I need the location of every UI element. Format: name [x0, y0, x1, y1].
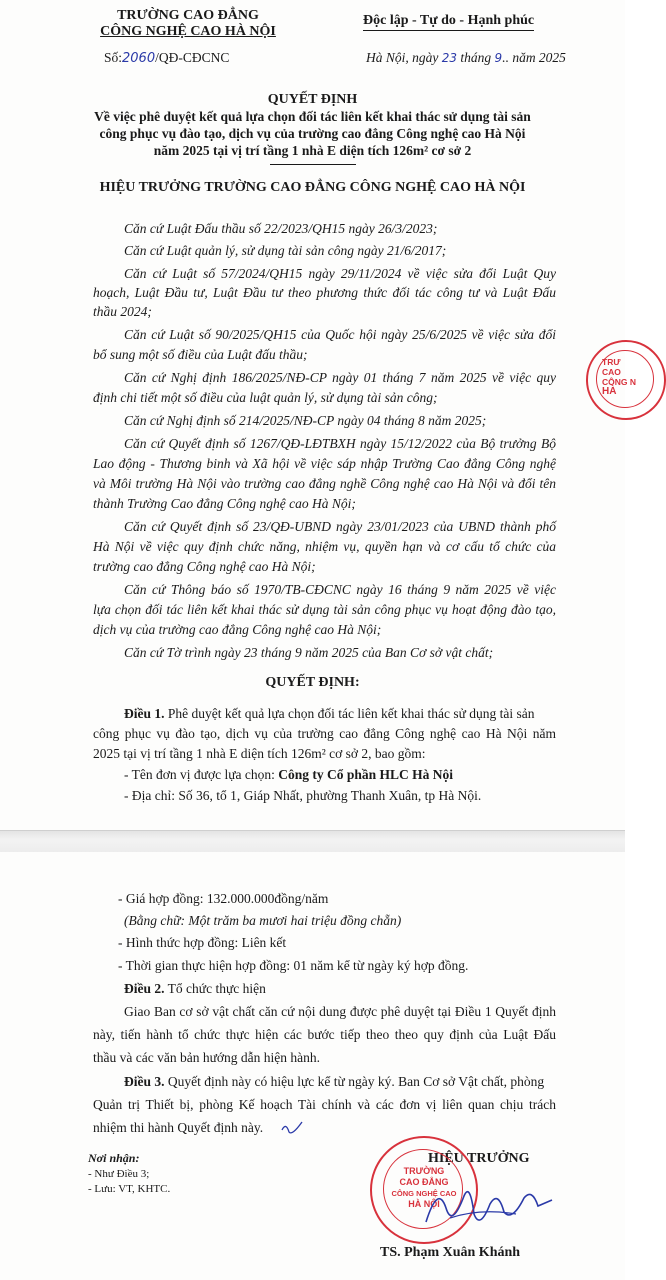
date-month-handwritten: 9	[494, 51, 503, 65]
stamp-text: HÀ NỘI	[408, 1199, 440, 1209]
article-1-line: 2025 tại vị trí tầng 1 nhà E diện tích 126m² cơ sở 2, bao gồm:	[93, 746, 426, 761]
preamble-line: Lao động - Thương binh và Xã hội về việc sáp nhập Trường Cao đẳng Công nghệ	[93, 456, 556, 471]
article-2-line: thầu và các văn bản hướng dẫn hiện hành.	[93, 1050, 321, 1065]
selected-unit-value: Công ty Cổ phần HLC Hà Nội	[278, 767, 454, 782]
preamble-line: Căn cứ Luật quản lý, sử dụng tài sản công ngày 21/6/2017;	[124, 243, 447, 258]
signature-scribble-icon	[420, 1178, 560, 1236]
preamble-line: thành Trường Cao đẳng Công nghệ cao Hà Nội;	[93, 496, 356, 511]
initial-mark-icon	[280, 1118, 304, 1138]
unit-address: - Địa chỉ: Số 36, tổ 1, Giáp Nhất, phường Thanh Xuân, tp Hà Nội.	[124, 788, 482, 803]
recipient-item: - Lưu: VT, KHTC.	[88, 1183, 171, 1195]
stamp-text: TRƯỜNG	[403, 1166, 445, 1176]
number-prefix: Số:	[104, 50, 123, 65]
recipients-heading: Nơi nhận:	[88, 1151, 140, 1165]
article-1-line: công phục vụ đào tạo, dịch vụ của trường cao đẳng Công nghệ cao Hà Nội năm	[93, 726, 556, 741]
document-number	[104, 50, 229, 66]
preamble-line: Căn cứ Nghị định số 214/2025/NĐ-CP ngày 04 tháng 8 năm 2025;	[124, 413, 487, 428]
org-name-line2: CÔNG NGHỆ CAO HÀ NỘI	[100, 24, 276, 39]
preamble-line: và Môi trường Hà Nội vào trường cao đẳng nghề Công nghệ cao Hà Nội và đổi tên	[93, 476, 556, 491]
subject-line-2: công phục vụ đào tạo, dịch vụ của trường cao đẳng Công nghệ cao Hà Nội	[99, 126, 526, 141]
preamble-line: Căn cứ Quyết định số 1267/QĐ-LĐTBXH ngày 15/12/2022 của Bộ trưởng Bộ	[124, 436, 556, 451]
document-page-2	[0, 852, 625, 1280]
preamble-line: Căn cứ Thông báo số 1970/TB-CĐCNC ngày 16 tháng 9 năm 2025 về việc	[124, 582, 556, 597]
stamp-text: CAO	[602, 367, 621, 377]
contract-price: - Giá hợp đồng: 132.000.000đồng/năm	[118, 891, 329, 906]
article-1-text: Phê duyệt kết quả lựa chọn đối tác liên kết khai thác sử dụng tài sản	[167, 706, 535, 721]
stamp-text: HÀ	[602, 386, 617, 397]
preamble-line: Căn cứ Luật Đấu thầu số 22/2023/QH15 ngày 26/3/2023;	[124, 221, 438, 236]
date-month-label: tháng	[460, 50, 492, 65]
selected-unit-label: - Tên đơn vị được lựa chọn:	[124, 767, 275, 782]
preamble-line: trường cao đẳng Công nghệ cao Hà Nội;	[93, 559, 316, 574]
preamble-line: bổ sung một số điều của Luật đấu thầu;	[93, 347, 308, 362]
number-suffix: /QĐ-CĐCNC	[155, 50, 230, 65]
preamble-line: Căn cứ Tờ trình ngày 23 tháng 9 năm 2025 của Ban Cơ sở vật chất;	[124, 645, 494, 660]
signer-name: TS. Phạm Xuân Khánh	[380, 1245, 521, 1260]
stamp-text: TRƯ	[602, 357, 621, 367]
signer-title: HIỆU TRƯỞNG	[428, 1151, 530, 1166]
date-day-handwritten: 23	[441, 51, 458, 65]
article-3-first-line	[124, 1074, 544, 1090]
recipient-item: - Như Điều 3;	[88, 1168, 150, 1180]
preamble-line: Căn cứ Quyết định số 23/QĐ-UBND ngày 23/01/2023 của UBND thành phố	[124, 519, 556, 534]
article-1-first-line	[124, 706, 535, 722]
subject-line-1: Về việc phê duyệt kết quả lựa chọn đối tác liên kết khai thác sử dụng tài sản	[94, 109, 531, 124]
article-3-label: Điều 3.	[124, 1074, 165, 1089]
contract-price-words: (Bằng chữ: Một trăm ba mươi hai triệu đồng chẵn)	[124, 913, 402, 928]
preamble-line: định chi tiết một số điều của luật quản lý, sử dụng tài sản công;	[93, 390, 438, 405]
contract-duration: - Thời gian thực hiện hợp đồng: 01 năm kể từ ngày ký hợp đồng.	[118, 958, 469, 973]
article-1-label: Điều 1.	[124, 706, 165, 721]
org-name-line1: TRƯỜNG CAO ĐẲNG	[117, 8, 259, 23]
article-2-line: Giao Ban cơ sở vật chất căn cứ nội dung được phê duyệt tại Điều 1 Quyết định	[124, 1004, 556, 1019]
official-stamp-partial	[586, 340, 666, 420]
preamble-line: Căn cứ Nghị định 186/2025/NĐ-CP ngày 01 tháng 7 năm 2025 về việc quy	[124, 370, 556, 385]
title-divider	[270, 164, 356, 165]
preamble-line: Hà Nội về việc quy định chức năng, nhiệm vụ, quyền hạn và cơ cấu tổ chức của	[93, 539, 556, 554]
decision-heading: QUYẾT ĐỊNH:	[265, 675, 360, 690]
article-3-line: Quản trị Thiết bị, phòng Kế hoạch Tài chính và các đơn vị liên quan chịu trách	[93, 1097, 556, 1112]
number-handwritten: 2060	[122, 51, 156, 66]
date-prefix: Hà Nội, ngày	[366, 50, 439, 65]
page-separator	[0, 830, 625, 854]
selected-unit	[124, 767, 453, 783]
document-title: QUYẾT ĐỊNH	[267, 92, 358, 107]
issuing-authority: HIỆU TRƯỞNG TRƯỜNG CAO ĐẲNG CÔNG NGHỆ CAO HÀ NỘI	[99, 180, 526, 195]
preamble-line: lựa chọn đối tác liên kết khai thác sử dụng tài sản công phục vụ hoạt động đào tạo,	[93, 602, 556, 617]
article-2-line: này, tiến hành tổ chức thực hiện các bước tiếp theo theo quy định của Luật Đấu	[93, 1027, 556, 1042]
stamp-text: CAO ĐẲNG	[399, 1177, 449, 1187]
national-motto: Độc lập - Tự do - Hạnh phúc	[363, 13, 534, 31]
date-year: năm 2025	[512, 50, 566, 65]
article-3-line: nhiệm thi hành Quyết định này.	[93, 1120, 264, 1135]
article-2-heading	[124, 981, 266, 997]
stamp-text: CÔNG NGHỆ CAO	[391, 1189, 457, 1198]
issue-date: Hà Nội, ngày 23 tháng 9.. năm 2025	[366, 50, 566, 65]
article-2-title: Tổ chức thực hiện	[167, 981, 266, 996]
preamble-line: dịch vụ của trường cao đẳng Công nghệ cao Hà Nội;	[93, 622, 382, 637]
subject-line-3: năm 2025 tại vị trí tầng 1 nhà E diện tích 126m² cơ sở 2	[153, 143, 472, 158]
preamble-line: thầu 2024;	[93, 304, 152, 319]
article-2-label: Điều 2.	[124, 981, 165, 996]
article-3-text: Quyết định này có hiệu lực kể từ ngày ký. Ban Cơ sở Vật chất, phòng	[167, 1074, 545, 1089]
contract-form: - Hình thức hợp đồng: Liên kết	[118, 935, 287, 950]
preamble-line: Căn cứ Luật số 90/2025/QH15 của Quốc hội ngày 25/6/2025 về việc sửa đổi	[124, 327, 556, 342]
preamble-line: Căn cứ Luật số 57/2024/QH15 ngày 29/11/2024 về việc sửa đổi Luật Quy	[124, 266, 556, 281]
preamble-line: hoạch, Luật Đầu tư, Luật Đầu tư theo phương thức đối tác công tư và Luật Đấu	[93, 285, 556, 300]
stamp-text: CÔNG N	[602, 377, 636, 387]
